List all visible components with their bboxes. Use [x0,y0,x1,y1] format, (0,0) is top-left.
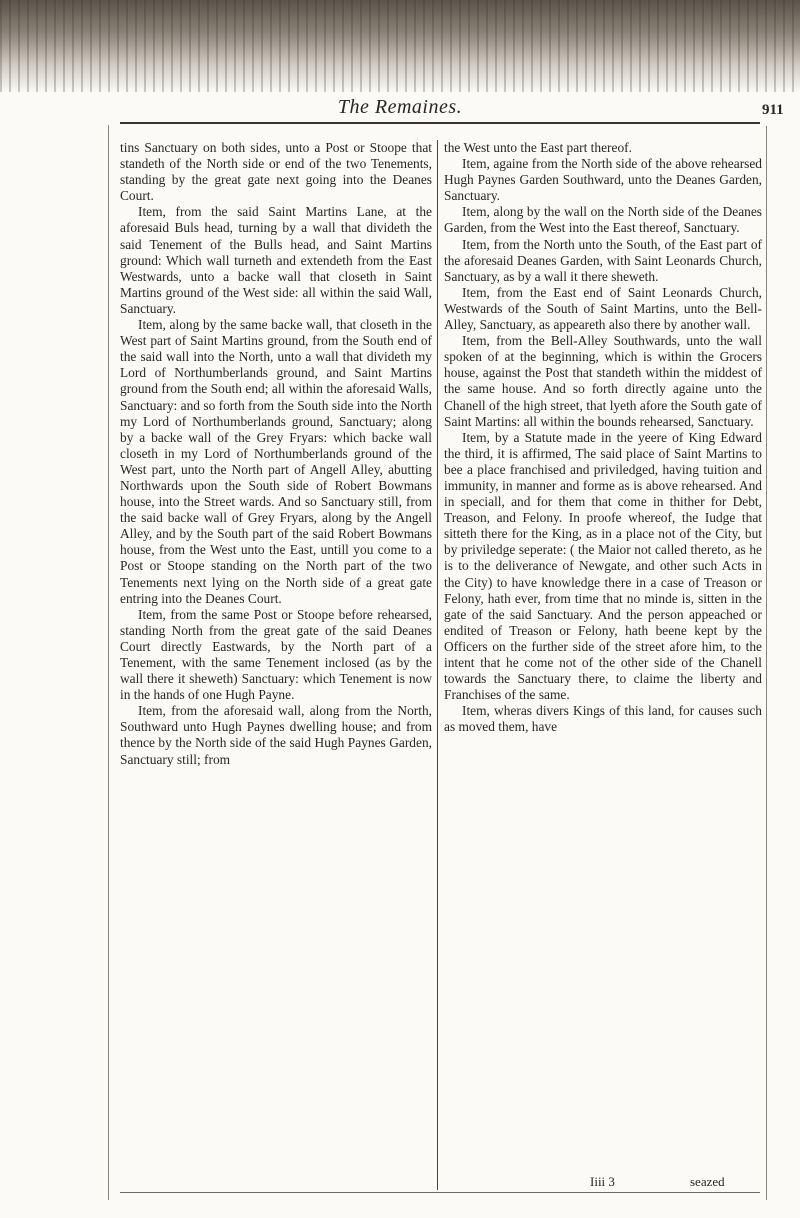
running-title: The Remaines. [337,96,463,118]
right-margin-line [766,126,767,1200]
left-column [120,140,432,768]
paragraph: Item, from the said Saint Martins Lane, at the aforesaid Buls head, turning by a wall that divideth the said Tenement of the Bulls head, and Saint Martins ground: Which wall turneth and extendeth from the East Westwards, unto a backe wall that closeth in Saint Martins ground of the West side: all within the said Wall, Sanctuary. [120,204,432,316]
paragraph: Item, from the aforesaid wall, along from the North, Southward unto Hugh Paynes dwelling house; and from thence by the North side of the said Hugh Paynes Garden, Sanctuary still; from [120,703,432,767]
paragraph: Item, from the Bell-Alley Southwards, unto the wall spoken of at the beginning, which is within the Grocers house, against the Post that standeth within the middest of the same house. And so forth directly againe unto the Chanell of the high street, that lyeth afore the South gate of Saint Martins: all within the bounds rehearsed, Sanctuary. [444,333,762,429]
paragraph: Item, by a Statute made in the yeere of King Edward the third, it is affirmed, The said place of Saint Martins to bee a place franchised and priviledged, having tuition and immunity, in manner and forme as is above rehearsed. And in speciall, and for them that come in thither for Debt, Treason, and Felony. In proofe whereof, the Iudge that sitteth there for the King, as in a place not of the City, but by priviledge seperate: ( the Maior not called thereto, as he is to the deliverance of Newgate, and other such Acts in the City) to have knowledge there in a case of Treason or Felony, hath ever, from time that no minde is, sitten in the gate of the said Sanctuary. And the person appeached or endited of Treason or Felony, hath beene kept by the Officers on the further side of the street afore him, to the intent that he come not of the other side of the Chanell towards the Sanctuary there, to claime the liberty and Franchises of the same. [444,429,762,703]
scan-edge-strip [0,0,800,92]
paragraph: Item, againe from the North side of the above rehearsed Hugh Paynes Garden Southward, unto the Deanes Garden, Sanctuary. [444,156,762,204]
paragraph: the West unto the East part thereof. [444,140,632,155]
paragraph: Item, from the same Post or Stoope before rehearsed, standing North from the great gate of the said Deanes Court directly Eastwards, by the North part of a Tenement, with the same Tenement inclosed (as by the wall there it sheweth) Sanctuary: which Tenement is now in the hands of one Hugh Payne. [120,606,432,703]
header-rule [120,122,760,124]
paragraph: Item, from the East end of Saint Leonards Church, Westwards of the South of Saint Martins, unto the Bell-Alley, Sanctuary, as appeareth also there by another wall. [444,284,762,333]
paragraph: Item, from the North unto the South, of the East part of the aforesaid Deanes Garden, with Saint Leonards Church, Sanctuary, as by a wall it there sheweth. [444,236,762,284]
paragraph: Item, along by the same backe wall, that closeth in the West part of Saint Martins ground, from the South end of the said wall into the North, unto a wall that divideth my Lord of Northumberlands ground, and Saint Martins ground from the South end; all within the aforesaid Walls, Sanctuary: and so forth from the South side into the North my Lord of Northumberlands ground, Sanctuary; along by a backe wall of the Grey Fryars: which backe wall closeth in my Lord of Northumberlands ground of the West part, unto the North part of Angell Alley, abutting Northwards upon the South side of Robert Bowmans house, into the Street wards. And so Sanctuary still, from the said backe wall of Grey Fryars, along by the Angell Alley, and by the South part of the said Robert Bowmans house, from the West unto the East, untill you come to a Post or Stoope standing on the North part of the two Tenements next lying on the North side of a great gate entring into the Deanes Court. [120,317,432,606]
paragraph: Item, along by the wall on the North side of the Deanes Garden, from the West into the East thereof, Sanctuary. [444,204,762,236]
signature-mark: Iiii 3 [590,1174,615,1189]
right-column [444,140,762,735]
column-divider [437,140,438,1190]
bottom-rule [120,1192,760,1193]
catchword: seazed [690,1174,725,1189]
paragraph: Item, wheras divers Kings of this land, for causes such as moved them, have [444,703,762,735]
page-number: 911 [762,102,784,118]
left-margin-line [108,125,109,1200]
paragraph: tins Sanctuary on both sides, unto a Post or Stoope that standeth of the North side or end of the two Tenements, standing by the great gate next going into the Deanes Court. [120,140,432,204]
